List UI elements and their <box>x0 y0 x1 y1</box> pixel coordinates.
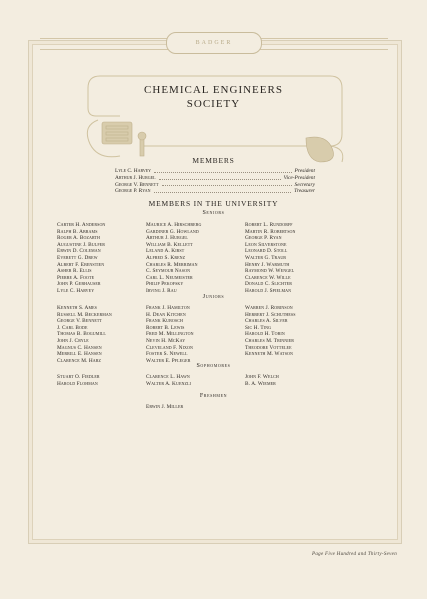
member-name: Harold J. Spielman <box>245 287 292 294</box>
officer-row <box>115 175 315 182</box>
juniors-heading: Juniors <box>202 294 225 300</box>
member-name: Alfred S. Krenz <box>146 254 186 261</box>
member-name: John F. Welch <box>245 374 279 380</box>
member-name: Walter A. Kuenzli <box>146 380 191 387</box>
officer-row <box>115 188 315 195</box>
page-title: CHEMICAL ENGINEERS <box>144 84 283 96</box>
member-name: Walter E. Pfleger <box>146 357 191 364</box>
officer-row <box>115 168 315 175</box>
member-name: Philip Pekofsky <box>146 281 184 288</box>
scroll-ornament-icon <box>80 64 350 164</box>
member-name: Stuart O. Fiedler <box>57 374 100 380</box>
freshmen-heading: Freshmen <box>199 393 228 399</box>
member-name: Clarence M. Harz <box>57 357 102 364</box>
member-name: Roger A. Bozarth <box>57 235 101 242</box>
officer-name: George P. Ryan <box>115 188 151 195</box>
member-name: Harold Flohman <box>57 380 98 387</box>
member-name: Leonard D. Stoll <box>245 248 288 255</box>
member-name: Raymond W. Wengel <box>245 268 295 275</box>
member-name: Frank Kubosch <box>146 318 183 325</box>
member-name: Magnus C. Hansen <box>57 344 102 351</box>
member-name: Sic H. Ting <box>245 324 272 331</box>
member-name: Ralph B. Abrams <box>57 228 98 235</box>
officer-role: Treasurer <box>294 188 315 195</box>
university-heading: MEMBERS IN THE UNIVERSITY <box>148 199 279 208</box>
member-name: Henry J. Warmuth <box>245 261 290 268</box>
member-name: Gardiner G. Howland <box>146 228 199 235</box>
officer-name: Lyle C. Harvey <box>115 168 152 174</box>
juniors-column-2 <box>146 305 256 364</box>
member-name: Harold H. Tobin <box>245 331 285 338</box>
member-name: George V. Bennett <box>57 318 102 325</box>
member-name: Herbert J. Schuthess <box>245 311 296 318</box>
officer-name: George V. Bennett <box>115 181 159 188</box>
member-name: H. Dean Kitchen <box>146 311 186 318</box>
member-name: Lyle C. Harvey <box>57 287 95 294</box>
member-name: C. Seymour Nason <box>146 268 191 275</box>
sophomores-heading: Sophomores <box>196 363 231 369</box>
member-name: Asher R. Ellis <box>57 268 92 275</box>
member-name: Charles R. Merriman <box>146 261 198 268</box>
member-name: Frank J. Hamilton <box>146 305 190 311</box>
officer-role: Vice-President <box>283 174 315 181</box>
member-name: Cleveland F. Nixon <box>146 344 193 351</box>
member-name: Augustine J. Bulfer <box>57 241 105 248</box>
member-name: Clarence L. Hawn <box>146 374 190 380</box>
member-name: J. Carl Bode <box>57 324 88 331</box>
member-name: Robert L. Rundorff <box>245 222 293 228</box>
member-name: Erwin D. Coleman <box>57 248 101 255</box>
member-name: Charles M. Trinnier <box>245 337 295 344</box>
member-name: Russell M. Beckerman <box>57 311 112 318</box>
member-name: Carter H. Anderson <box>57 222 106 228</box>
member-name: Maurice A. Hirschberg <box>146 222 202 228</box>
member-name: Arthur J. Hurgel <box>146 235 188 242</box>
member-name: John J. Cryle <box>57 337 89 344</box>
member-name: Clarence W. Wille <box>245 274 291 281</box>
member-name: Foster S. Newell <box>146 351 188 358</box>
seniors-column-3 <box>245 222 355 295</box>
sophomores-column-3 <box>245 374 355 387</box>
member-name: Warren J. Robinson <box>245 305 293 311</box>
member-name: Everett G. Drew <box>57 254 98 261</box>
member-name: Robert B. Lewis <box>146 324 185 331</box>
page-number-footer: Page Five Hundred and Thirty-Seven <box>312 552 397 557</box>
seniors-heading: Seniors <box>202 210 225 216</box>
member-name: Merrill E. Hansen <box>57 351 102 358</box>
member-name: Theodore Vottelee <box>245 344 292 351</box>
freshmen-column <box>146 404 256 411</box>
member-name: Fred M. Millington <box>146 331 194 338</box>
member-name: Nevin H. McKay <box>146 337 186 344</box>
member-name: William B. Kellett <box>146 241 193 248</box>
member-name: Charles A. Silver <box>245 318 288 325</box>
member-name: Irving J. Rau <box>146 287 177 294</box>
juniors-column-3 <box>245 305 355 358</box>
member-name: Martin R. Robertson <box>245 228 296 235</box>
officers-list <box>115 168 315 195</box>
officer-role: Secretary <box>294 181 315 188</box>
member-name: Leon Silverstone <box>245 241 287 248</box>
officer-role: President <box>294 168 315 174</box>
officer-name: Arthur J. Hurgel <box>115 174 156 181</box>
member-name: Kenneth M. Watson <box>245 351 293 358</box>
member-name: Erwin J. Miller <box>146 404 184 410</box>
member-name: Leland A. Kirst <box>146 248 185 255</box>
seniors-column-2 <box>146 222 256 295</box>
member-name: Carl L. Neumeister <box>146 274 193 281</box>
member-name: John P. Gebhauser <box>57 281 101 288</box>
sophomores-column-2 <box>146 374 256 387</box>
member-name: Thomas B. Bogumill <box>57 331 106 338</box>
officer-row <box>115 182 315 189</box>
badger-badge: BADGER <box>166 32 262 54</box>
members-heading: MEMBERS <box>192 156 235 165</box>
member-name: B. A. Wiemer <box>245 380 276 387</box>
member-name: Walter G. Traub <box>245 254 287 261</box>
member-name: Albert F. Ebenstien <box>57 261 105 268</box>
member-name: George P. Ryan <box>245 235 282 242</box>
page-subtitle: SOCIETY <box>186 98 241 110</box>
member-name: Donald C. Slichter <box>245 281 292 288</box>
member-name: Kenneth S. Ames <box>57 305 97 311</box>
member-name: Pierre A. Foote <box>57 274 95 281</box>
